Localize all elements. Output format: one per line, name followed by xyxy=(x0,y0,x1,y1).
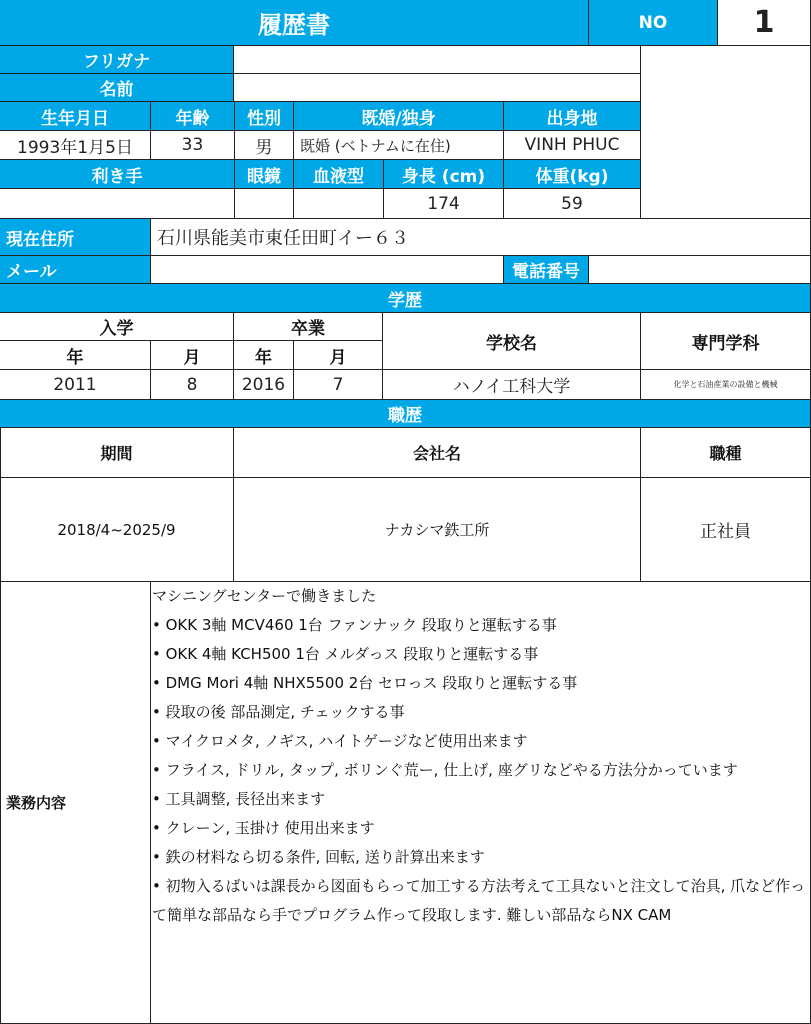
birthplace-label: 出身地 xyxy=(504,102,641,131)
duty-item: • 段取の後 部品測定, チェックする事 xyxy=(152,703,405,721)
furigana-label: フリガナ xyxy=(0,46,234,74)
furigana-field[interactable] xyxy=(234,46,641,74)
sex-label: 性別 xyxy=(235,102,294,131)
duty-item: • クレーン, 玉掛け 使用出来ます xyxy=(152,819,375,837)
duty-item: • フライス, ドリル, タップ, ボリンぐ荒ー, 仕上げ, 座グリなどやる方法分かっています xyxy=(152,761,738,779)
height-value: 174 xyxy=(384,189,504,219)
birthplace-value: VINH PHUC xyxy=(504,131,641,160)
glasses-label: 眼鏡 xyxy=(235,160,294,189)
hand-value xyxy=(0,189,235,219)
resume-title: 履歴書 xyxy=(0,0,589,46)
company-label: 会社名 xyxy=(234,428,641,478)
education-section-header: 学歴 xyxy=(0,284,811,313)
phone-label: 電話番号 xyxy=(504,256,589,284)
email-value xyxy=(151,256,504,284)
blood-label: 血液型 xyxy=(294,160,384,189)
sex-value: 男 xyxy=(235,131,294,160)
glasses-value xyxy=(235,189,294,219)
enter-year-value: 2011 xyxy=(0,370,151,400)
enter-year-label: 年 xyxy=(0,341,151,370)
dob-label: 生年月日 xyxy=(0,102,151,131)
duty-item: • マイクロメタ, ノギス, ハイトゲージなど使用出来ます xyxy=(152,732,528,750)
name-field[interactable] xyxy=(234,74,641,102)
weight-value: 59 xyxy=(504,189,641,219)
grad-year-label: 年 xyxy=(234,341,294,370)
jobtype-label: 職種 xyxy=(641,428,811,478)
school-label: 学校名 xyxy=(383,313,641,370)
duties-list xyxy=(152,582,807,930)
enter-month-label: 月 xyxy=(151,341,234,370)
enter-month-value: 8 xyxy=(151,370,234,400)
duty-item: マシニングセンターで働きました xyxy=(152,587,377,605)
blood-value xyxy=(294,189,384,219)
height-label: 身長 (cm) xyxy=(384,160,504,189)
period-label: 期間 xyxy=(0,428,234,478)
duty-item: • 初物入るばいは課長から図面もらって加工する方法考えて工具ないと注文して治具, 爪など作って簡単な部品なら手でプログラム作って段取します. 難しい部品ならNX CAM xyxy=(152,877,806,924)
duties-label: 業務内容 xyxy=(0,582,151,1024)
duty-item: • 工具調整, 長径出来ます xyxy=(152,790,326,808)
graduate-label: 卒業 xyxy=(234,313,383,341)
jobtype-value: 正社員 xyxy=(641,478,811,582)
major-value: 化学と石油産業の設備と機械 xyxy=(641,370,811,400)
school-value: ハノイ工科大学 xyxy=(383,370,641,400)
period-value: 2018/4~2025/9 xyxy=(0,478,234,582)
no-label: NO xyxy=(589,0,718,46)
email-label: メール xyxy=(0,256,151,284)
marital-label: 既婚/独身 xyxy=(294,102,504,131)
work-section-header: 職歴 xyxy=(0,400,811,428)
no-value: 1 xyxy=(718,0,811,46)
weight-label: 体重(kg) xyxy=(504,160,641,189)
company-value: ナカシマ鉄工所 xyxy=(234,478,641,582)
photo-box xyxy=(641,46,811,219)
hand-label: 利き手 xyxy=(0,160,235,189)
major-label: 専門学科 xyxy=(641,313,811,370)
duty-item: • DMG Mori 4軸 NHX5500 2台 セロっス 段取りと運転する事 xyxy=(152,674,578,692)
duty-item: • 鉄の材料なら切る条件, 回転, 送り計算出来ます xyxy=(152,848,485,866)
grad-month-value: 7 xyxy=(294,370,383,400)
grad-year-value: 2016 xyxy=(234,370,294,400)
name-label: 名前 xyxy=(0,74,234,102)
age-label: 年齢 xyxy=(151,102,235,131)
duty-item: • OKK 4軸 KCH500 1台 メルダっス 段取りと運転する事 xyxy=(152,645,539,663)
enter-label: 入学 xyxy=(0,313,234,341)
age-value: 33 xyxy=(151,131,235,160)
address-value: 石川県能美市東任田町イー６３ xyxy=(151,219,811,256)
marital-value: 既婚 (ベトナムに在住) xyxy=(294,131,504,160)
grad-month-label: 月 xyxy=(294,341,383,370)
duty-item: • OKK 3軸 MCV460 1台 ファンナック 段取りと運転する事 xyxy=(152,616,557,634)
phone-value xyxy=(589,256,811,284)
dob-value: 1993年1月5日 xyxy=(0,131,151,160)
address-label: 現在住所 xyxy=(0,219,151,256)
